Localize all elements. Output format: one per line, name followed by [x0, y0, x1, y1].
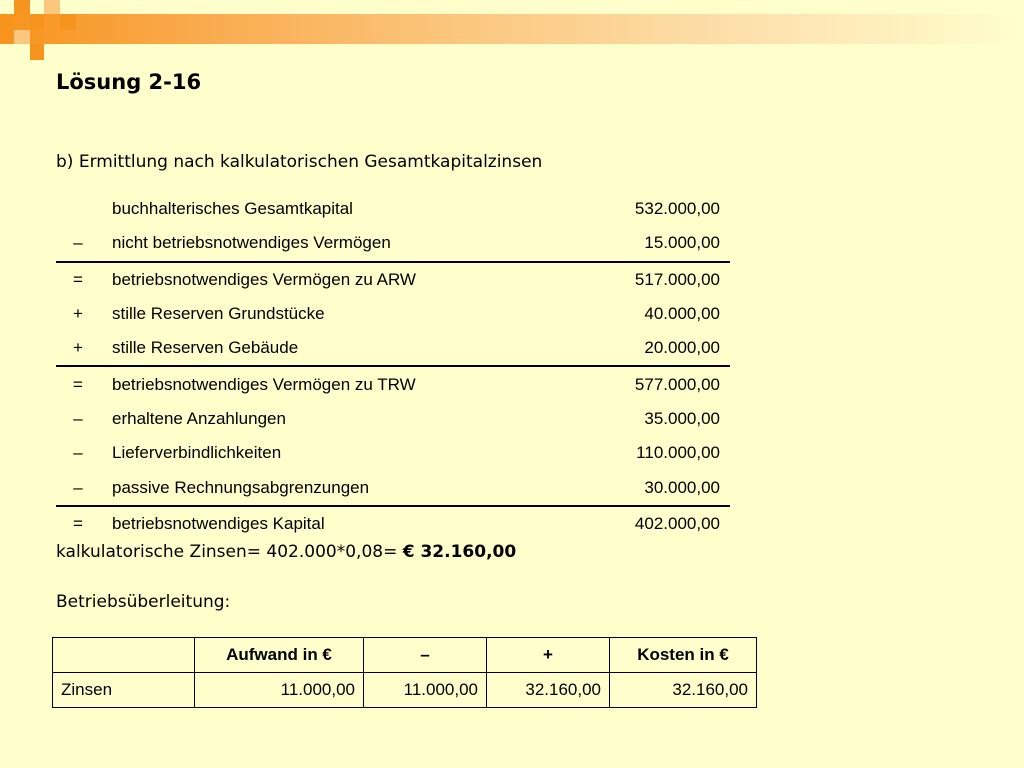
decorative-square — [30, 44, 44, 60]
row-amount: 402.000,00 — [584, 506, 730, 541]
table-row — [56, 506, 730, 541]
operator: = — [56, 262, 100, 297]
row-amount: 577.000,00 — [584, 366, 730, 401]
table-row — [56, 226, 730, 261]
decorative-square — [44, 0, 60, 14]
table-row — [56, 470, 730, 505]
operator: – — [73, 477, 83, 497]
row-amount: 20.000,00 — [644, 338, 720, 358]
row-label: buchhalterisches Gesamtkapital — [112, 199, 353, 219]
table-row — [56, 402, 730, 436]
decorative-square — [14, 0, 30, 14]
row-label: stille Reserven Gebäude — [112, 338, 299, 358]
operator — [56, 192, 100, 226]
capital-calculation-table — [56, 192, 730, 541]
cell-plus: 32.160,00 — [487, 673, 610, 708]
row-label: Zinsen — [53, 673, 195, 708]
row-amount: 40.000,00 — [644, 304, 720, 324]
row-label: erhaltene Anzahlungen — [112, 408, 286, 428]
row-label: nicht betriebsnotwendiges Vermögen — [112, 233, 391, 253]
interest-calculation — [56, 542, 516, 562]
operator: – — [73, 408, 83, 428]
operator: + — [73, 338, 83, 358]
reconciliation-title: Betriebsüberleitung: — [56, 592, 231, 612]
table-header-row — [53, 638, 757, 673]
table-row — [56, 192, 730, 226]
row-label: betriebsnotwendiges Vermögen zu ARW — [100, 262, 584, 297]
page-title: Lösung 2-16 — [56, 70, 202, 94]
row-label: stille Reserven Grundstücke — [112, 304, 325, 324]
row-amount: 35.000,00 — [644, 408, 720, 428]
decorative-square — [0, 14, 14, 30]
operator: – — [73, 443, 83, 463]
interest-formula: kalkulatorische Zinsen= 402.000*0,08= — [56, 542, 403, 562]
cell-costs: 32.160,00 — [610, 673, 757, 708]
operator: = — [56, 366, 100, 401]
cell-expense: 11.000,00 — [195, 673, 364, 708]
column-header-expense: Aufwand in € — [195, 638, 364, 673]
reconciliation-table — [52, 637, 757, 708]
row-amount: 532.000,00 — [634, 199, 720, 219]
row-label: passive Rechnungsabgrenzungen — [112, 477, 370, 497]
row-label: Lieferverbindlichkeiten — [112, 443, 282, 463]
interest-result: € 32.160,00 — [402, 542, 517, 562]
operator: – — [73, 233, 83, 253]
row-amount: 110.000,00 — [636, 443, 720, 463]
row-label: betriebsnotwendiges Kapital — [100, 506, 584, 541]
column-header-minus: – — [364, 638, 487, 673]
table-row — [56, 436, 730, 470]
column-header-costs: Kosten in € — [610, 638, 757, 673]
decorative-square — [60, 14, 76, 30]
table-row — [53, 673, 757, 708]
decorative-top-band — [0, 14, 1024, 44]
table-row — [56, 331, 730, 366]
row-amount: 517.000,00 — [584, 262, 730, 297]
decorative-square — [14, 30, 30, 44]
column-header-empty — [53, 638, 195, 673]
row-amount: 15.000,00 — [644, 233, 720, 253]
section-subtitle: b) Ermittlung nach kalkulatorischen Gesamtkapitalzinsen — [56, 152, 543, 172]
operator: + — [73, 304, 83, 324]
table-row — [56, 297, 730, 331]
row-amount: 30.000,00 — [644, 477, 720, 497]
row-label: betriebsnotwendiges Vermögen zu TRW — [100, 366, 584, 401]
decorative-square — [30, 14, 44, 30]
cell-minus: 11.000,00 — [364, 673, 487, 708]
column-header-plus: + — [487, 638, 610, 673]
table-row — [56, 366, 730, 401]
table-row — [56, 262, 730, 297]
operator: = — [56, 506, 100, 541]
